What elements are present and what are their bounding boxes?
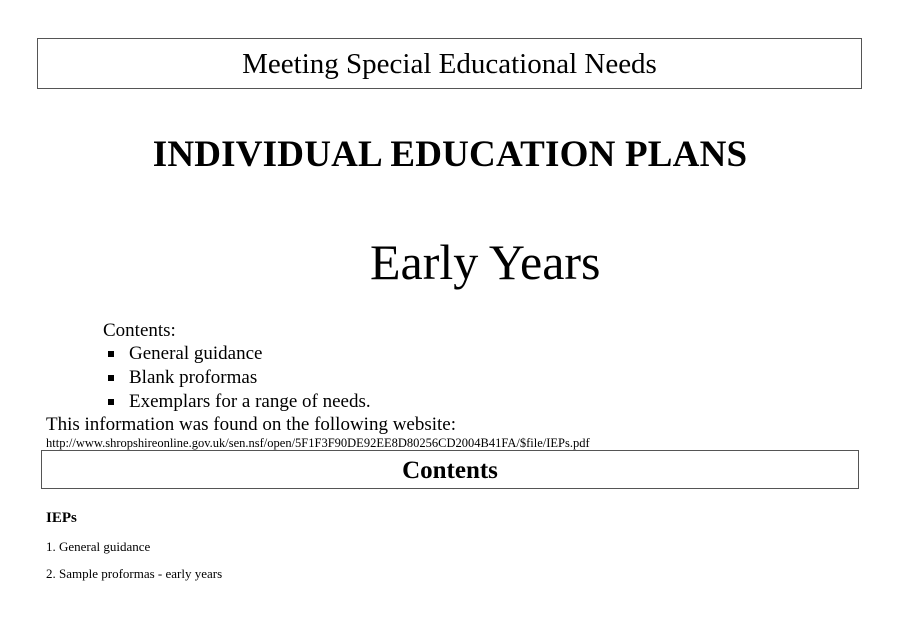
- toc-item-general-guidance: 1. General guidance: [46, 539, 151, 554]
- contents-heading: Contents: [402, 457, 498, 484]
- contents-heading-box: [41, 450, 859, 489]
- main-title: INDIVIDUAL EDUCATION PLANS: [152, 134, 748, 175]
- list-item: [103, 366, 371, 390]
- square-bullet-icon: [108, 351, 114, 357]
- section-heading-ieps: IEPs: [46, 510, 77, 526]
- header-title: Meeting Special Educational Needs: [242, 48, 657, 80]
- square-bullet-icon: [108, 375, 114, 381]
- info-text: This information was found on the following website:: [46, 414, 457, 435]
- contents-label: Contents:: [103, 320, 176, 341]
- list-item-label: General guidance: [129, 343, 263, 364]
- subtitle: Early Years: [370, 234, 601, 290]
- list-item: [103, 390, 371, 414]
- square-bullet-icon: [108, 399, 114, 405]
- list-item-label: Blank proformas: [129, 367, 258, 388]
- list-item: [103, 342, 371, 366]
- list-item-label: Exemplars for a range of needs.: [129, 391, 371, 412]
- header-box: [37, 38, 862, 89]
- source-url-link[interactable]: http://www.shropshireonline.gov.uk/sen.nsf/open/5F1F3F90DE92EE8D80256CD2004B41FA/$file/IEPs.pdf: [46, 436, 590, 450]
- contents-bullet-list: [103, 342, 371, 414]
- toc-item-sample-proformas: 2. Sample proformas - early years: [46, 566, 223, 581]
